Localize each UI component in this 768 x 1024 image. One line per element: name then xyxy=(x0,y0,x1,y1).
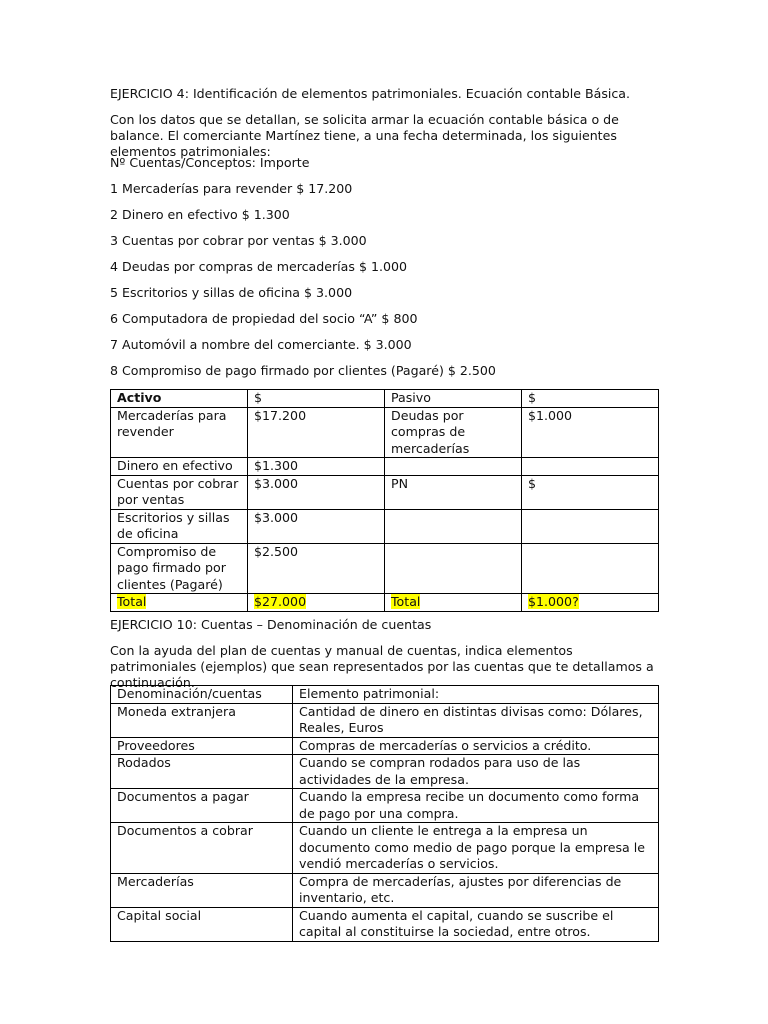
table-cell: Dinero en efectivo xyxy=(111,458,248,476)
table-row xyxy=(111,509,659,543)
table-header-cell: Activo xyxy=(111,390,248,408)
table-cell: Documentos a cobrar xyxy=(111,823,293,874)
table-cell: Moneda extranjera xyxy=(111,703,293,737)
concept-item-5: 5 Escritorios y sillas de oficina $ 3.000 xyxy=(110,285,353,300)
table-row xyxy=(111,475,659,509)
table-cell: $1.000 xyxy=(522,407,659,458)
table-row xyxy=(111,703,659,737)
table-cell xyxy=(385,543,522,594)
table-row xyxy=(111,789,659,823)
table-cell: Cuando un cliente le entrega a la empresa un documento como medio de pago porque la empresa le vendió mercaderías o servicios. xyxy=(293,823,659,874)
table-row xyxy=(111,458,659,476)
table-row xyxy=(111,407,659,458)
table-cell: Deudas por compras de mercaderías xyxy=(385,407,522,458)
concept-item-4: 4 Deudas por compras de mercaderías $ 1.000 xyxy=(110,259,408,274)
table-cell: Cuando la empresa recibe un documento como forma de pago por una compra. xyxy=(293,789,659,823)
table-header-row xyxy=(111,686,659,704)
accounts-table xyxy=(110,685,659,942)
highlighted-text: Total xyxy=(391,594,421,609)
exercise-10-title: EJERCICIO 10: Cuentas – Denominación de cuentas xyxy=(110,617,432,632)
balance-table xyxy=(110,389,659,612)
concept-item-8: 8 Compromiso de pago firmado por clientes (Pagaré) $ 2.500 xyxy=(110,363,496,378)
concept-item-3: 3 Cuentas por cobrar por ventas $ 3.000 xyxy=(110,233,367,248)
table-cell: Escritorios y sillas de oficina xyxy=(111,509,248,543)
table-cell xyxy=(522,543,659,594)
exercise-10-intro: Con la ayuda del plan de cuentas y manual de cuentas, indica elementos patrimoniales (ejemplos) que sean representados por las cuentas que te detallamos a continuación. xyxy=(110,643,654,690)
table-header-row xyxy=(111,390,659,408)
table-row xyxy=(111,823,659,874)
table-cell: $3.000 xyxy=(248,509,385,543)
table-cell: Cantidad de dinero en distintas divisas como: Dólares, Reales, Euros xyxy=(293,703,659,737)
table-cell: $2.500 xyxy=(248,543,385,594)
table-cell: Capital social xyxy=(111,907,293,941)
concept-item-2: 2 Dinero en efectivo $ 1.300 xyxy=(110,207,290,222)
table-cell xyxy=(385,509,522,543)
table-cell xyxy=(385,458,522,476)
table-row xyxy=(111,873,659,907)
table-header-cell: Denominación/cuentas xyxy=(111,686,293,704)
exercise-4-intro: Con los datos que se detallan, se solicita armar la ecuación contable básica o de balance. El comerciante Martínez tiene, a una fecha determinada, los siguientes elementos patrimoniales: xyxy=(110,112,619,159)
highlighted-text: $27.000 xyxy=(254,594,307,609)
highlighted-text: Total xyxy=(117,594,147,609)
table-cell xyxy=(522,509,659,543)
table-row xyxy=(111,543,659,594)
total-label-pasivo xyxy=(385,594,522,612)
table-header-cell: Pasivo xyxy=(385,390,522,408)
table-cell: Rodados xyxy=(111,755,293,789)
total-value-activo xyxy=(248,594,385,612)
concept-item-1: 1 Mercaderías para revender $ 17.200 xyxy=(110,181,353,196)
total-value-pasivo xyxy=(522,594,659,612)
table-cell: Mercaderías para revender xyxy=(111,407,248,458)
table-row xyxy=(111,755,659,789)
table-total-row xyxy=(111,594,659,612)
table-cell: $3.000 xyxy=(248,475,385,509)
table-header-cell: Elemento patrimonial: xyxy=(293,686,659,704)
table-cell: Documentos a pagar xyxy=(111,789,293,823)
table-cell: $1.300 xyxy=(248,458,385,476)
highlighted-text: $1.000? xyxy=(528,594,579,609)
table-row xyxy=(111,907,659,941)
table-cell: Cuando se compran rodados para uso de las actividades de la empresa. xyxy=(293,755,659,789)
table-cell: Cuando aumenta el capital, cuando se suscribe el capital al constituirse la sociedad, entre otros. xyxy=(293,907,659,941)
table-cell: PN xyxy=(385,475,522,509)
concept-list-header: Nº Cuentas/Conceptos: Importe xyxy=(110,155,310,170)
total-label-activo xyxy=(111,594,248,612)
table-cell: Mercaderías xyxy=(111,873,293,907)
table-header-cell: $ xyxy=(248,390,385,408)
table-cell: $ xyxy=(522,475,659,509)
table-cell: Proveedores xyxy=(111,737,293,755)
concept-item-7: 7 Automóvil a nombre del comerciante. $ 3.000 xyxy=(110,337,412,352)
table-header-cell: $ xyxy=(522,390,659,408)
table-row xyxy=(111,737,659,755)
concept-item-6: 6 Computadora de propiedad del socio “A” $ 800 xyxy=(110,311,418,326)
table-cell xyxy=(522,458,659,476)
table-cell: Cuentas por cobrar por ventas xyxy=(111,475,248,509)
table-cell: Compras de mercaderías o servicios a crédito. xyxy=(293,737,659,755)
table-cell: Compra de mercaderías, ajustes por diferencias de inventario, etc. xyxy=(293,873,659,907)
exercise-4-title: EJERCICIO 4: Identificación de elementos patrimoniales. Ecuación contable Básica. xyxy=(110,86,631,101)
table-cell: $17.200 xyxy=(248,407,385,458)
table-cell: Compromiso de pago firmado por clientes (Pagaré) xyxy=(111,543,248,594)
